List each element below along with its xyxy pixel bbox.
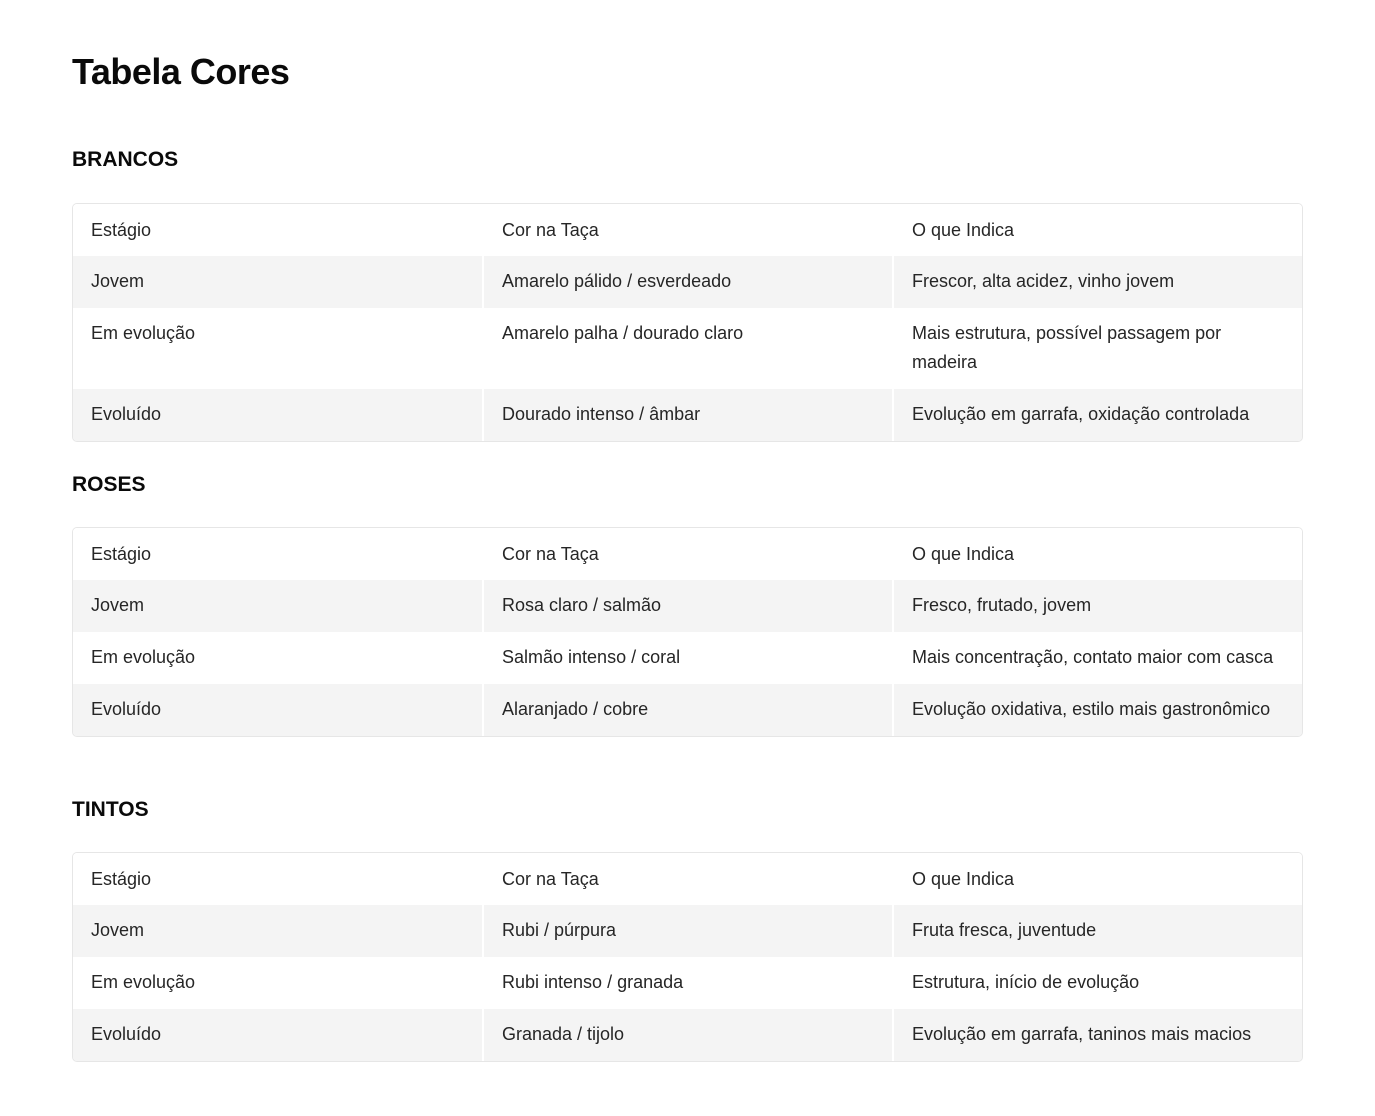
table-cell: Estrutura, início de evolução [893,957,1302,1009]
table-row [73,905,1302,957]
table-row [73,308,1302,389]
section-heading: TINTOS [72,798,149,821]
table-cell: Evoluído [73,389,483,441]
table-cell: Evoluído [73,684,483,736]
section-brancos [72,146,1303,424]
table-row [73,256,1302,308]
section-heading: ROSES [72,473,146,496]
column-header-meaning: O que Indica [893,204,1302,256]
table-cell: Mais concentração, contato maior com casca [893,632,1302,684]
table-cell: Mais estrutura, possível passagem por madeira [893,308,1302,389]
column-header-color: Cor na Taça [483,853,893,905]
section-roses [72,471,1303,719]
table-cell: Dourado intenso / âmbar [483,389,893,441]
table-cell: Em evolução [73,957,483,1009]
table-cell: Rubi / púrpura [483,905,893,957]
table-cell: Evoluído [73,1009,483,1061]
table-cell: Rosa claro / salmão [483,580,893,632]
table-cell: Alaranjado / cobre [483,684,893,736]
column-header-color: Cor na Taça [483,204,893,256]
page-title: Tabela Cores [72,51,290,92]
table-cell: Amarelo palha / dourado claro [483,308,893,389]
section-tintos [72,796,1303,1044]
table-cell: Granada / tijolo [483,1009,893,1061]
table-row [73,632,1302,684]
table-tintos [72,852,1303,1062]
table-cell: Fresco, frutado, jovem [893,580,1302,632]
table-cell: Evolução em garrafa, taninos mais macios [893,1009,1302,1061]
table-cell: Evolução oxidativa, estilo mais gastronômico [893,684,1302,736]
table-roses [72,527,1303,737]
table-cell: Jovem [73,580,483,632]
column-header-stage: Estágio [73,528,483,580]
table-row [73,684,1302,736]
table-cell: Em evolução [73,632,483,684]
table-header-row [73,528,1302,580]
table-cell: Em evolução [73,308,483,389]
table-header-row [73,204,1302,256]
table-cell: Amarelo pálido / esverdeado [483,256,893,308]
table-cell: Jovem [73,256,483,308]
column-header-color: Cor na Taça [483,528,893,580]
table-brancos [72,203,1303,442]
column-header-meaning: O que Indica [893,853,1302,905]
table-row [73,957,1302,1009]
table-cell: Rubi intenso / granada [483,957,893,1009]
column-header-meaning: O que Indica [893,528,1302,580]
table-cell: Fruta fresca, juventude [893,905,1302,957]
table-row [73,389,1302,441]
column-header-stage: Estágio [73,204,483,256]
table-header-row [73,853,1302,905]
table-row [73,580,1302,632]
section-heading: BRANCOS [72,148,179,171]
table-cell: Jovem [73,905,483,957]
column-header-stage: Estágio [73,853,483,905]
table-cell: Salmão intenso / coral [483,632,893,684]
table-cell: Evolução em garrafa, oxidação controlada [893,389,1302,441]
table-row [73,1009,1302,1061]
table-cell: Frescor, alta acidez, vinho jovem [893,256,1302,308]
